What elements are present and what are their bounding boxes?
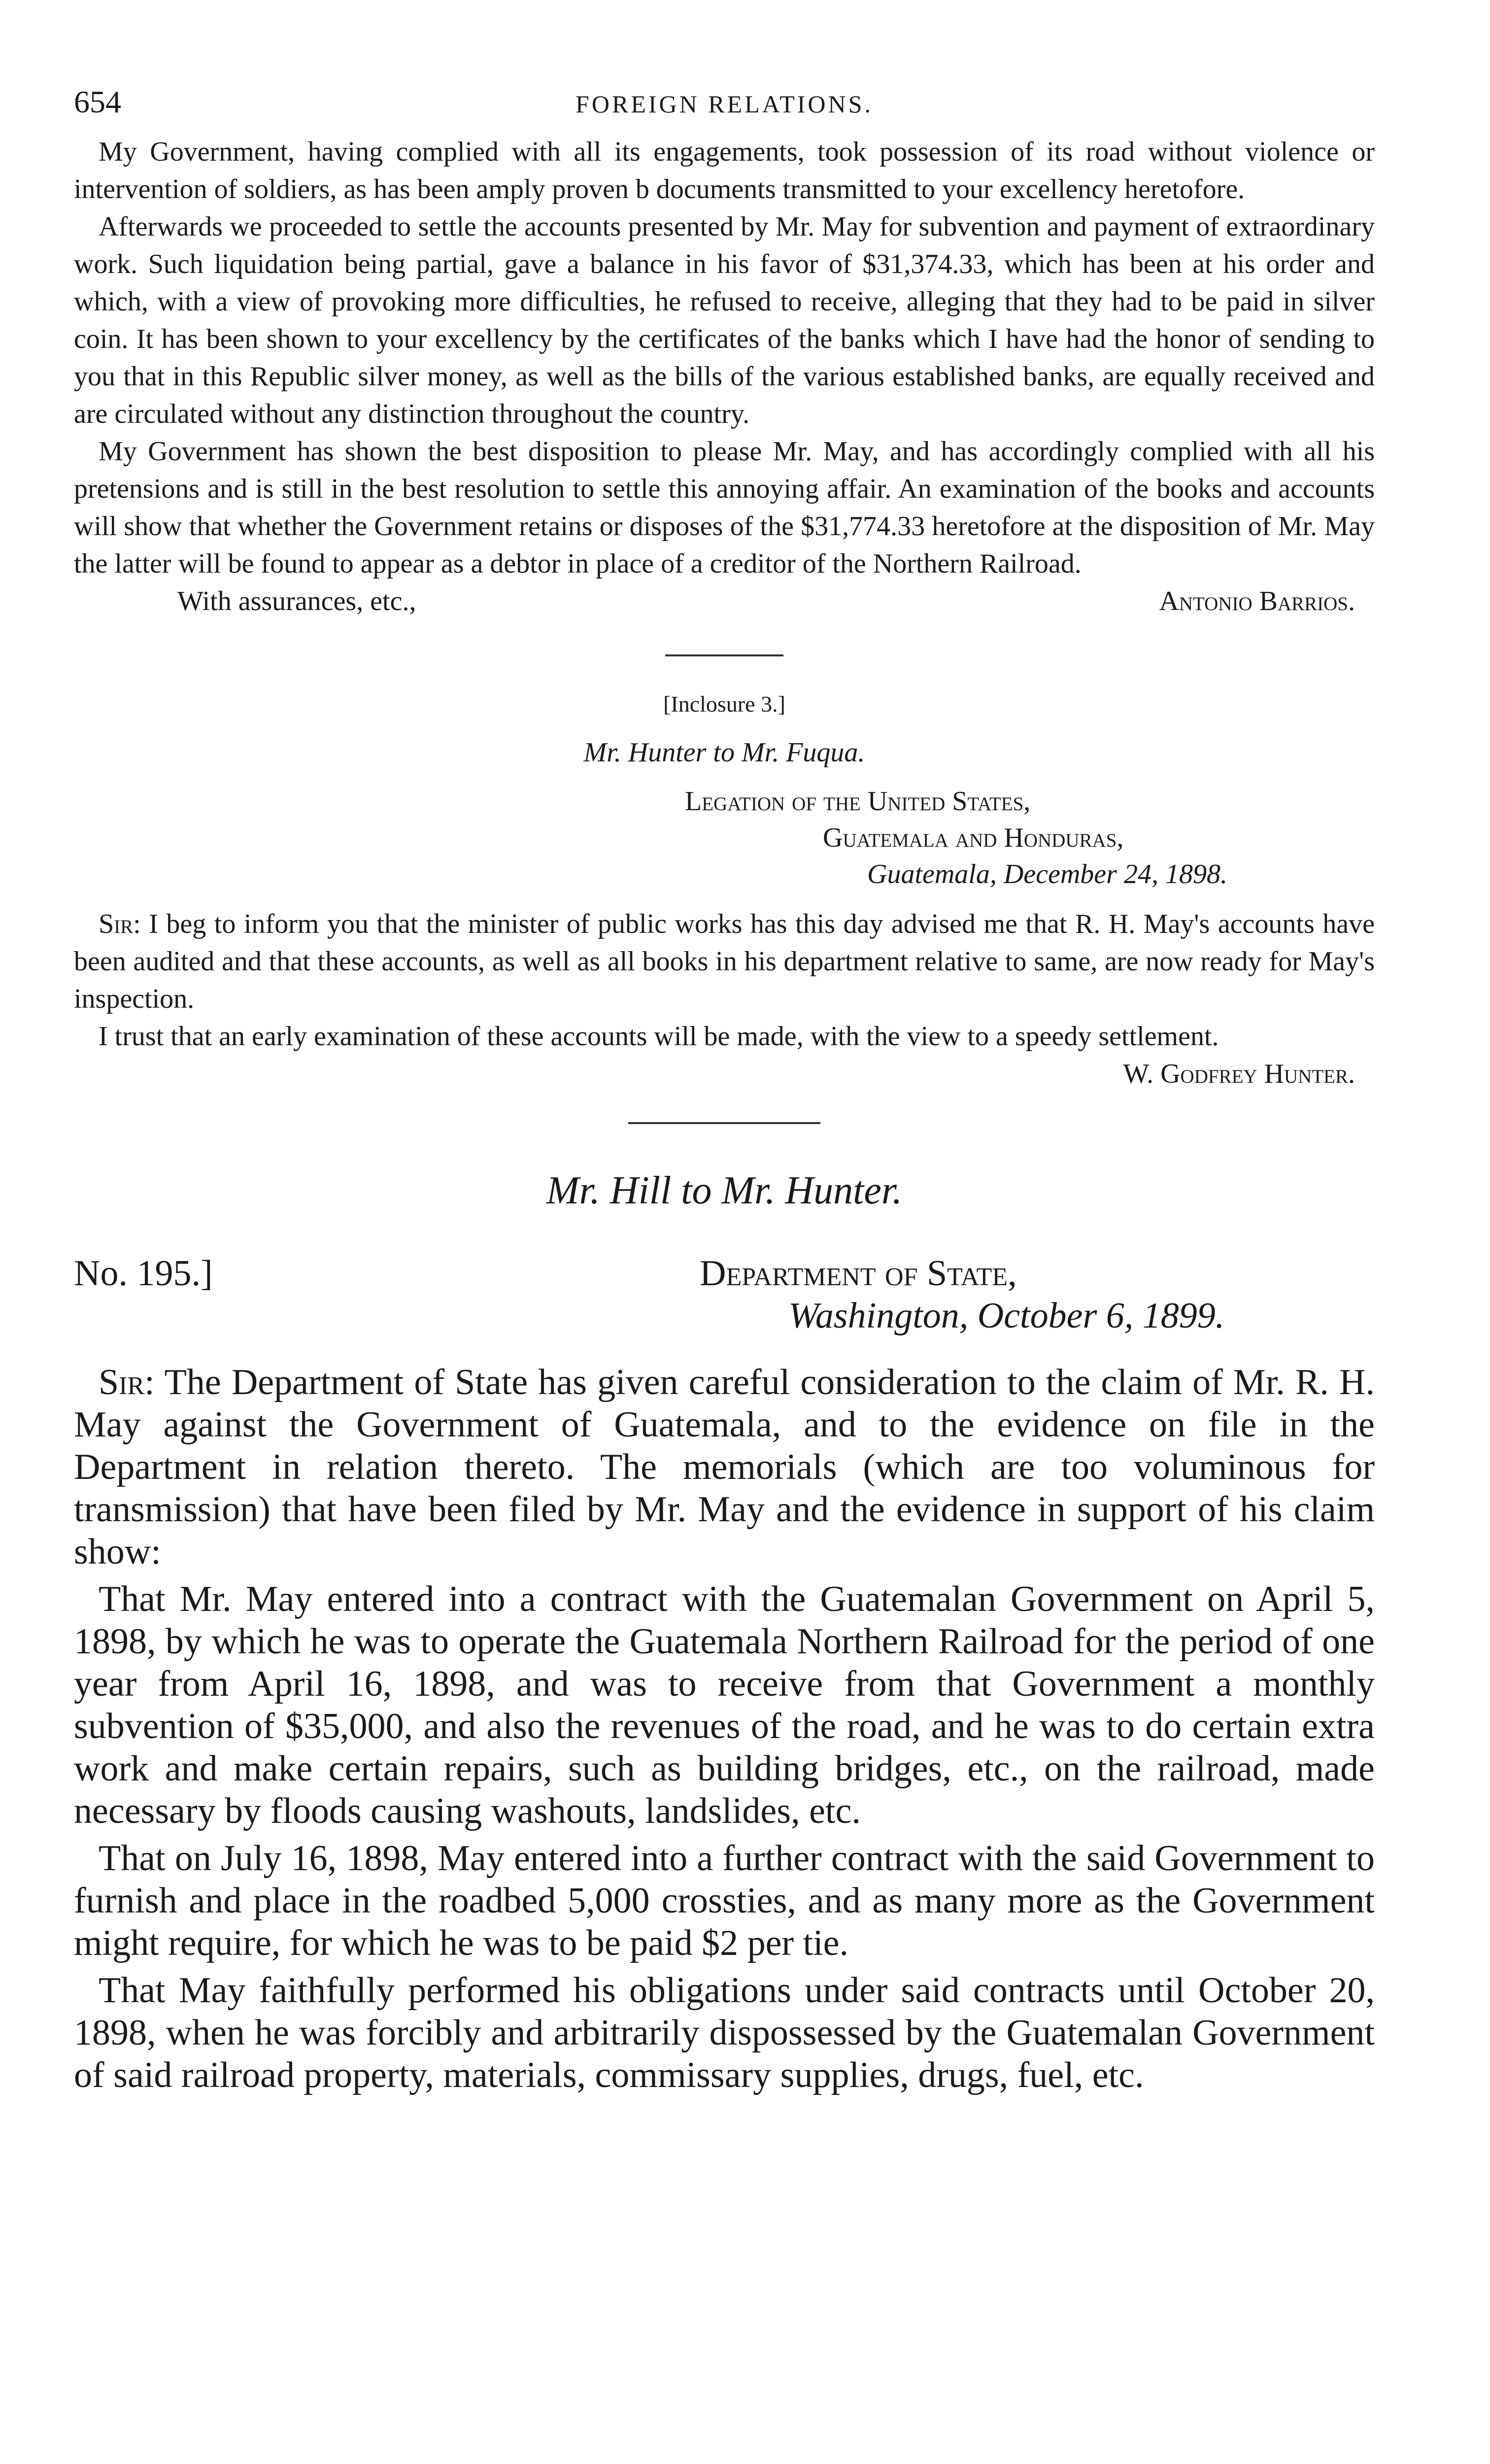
salutation: Sir: — [99, 909, 141, 939]
address-line: Legation of the United States, — [685, 786, 1031, 817]
address-line: Guatemala and Honduras, — [823, 822, 1124, 853]
paragraph: My Government, having complied with all its engagements, took possession of its road without violence or intervention of soldiers, as has been amply proven b documents transmitted to your excellency heretofore. — [74, 137, 1375, 205]
paragraph: That May faithfully performed his obligations under said contracts until October 20, 1898, when he was forcibly and arbitrarily dispossessed by the Guatemalan Government of said railroad property, materials, commissary supplies, drugs, fuel, etc. — [74, 1970, 1375, 2095]
document-page — [74, 79, 1375, 2101]
closing-row — [74, 582, 1375, 620]
letterhead — [74, 1253, 1375, 1346]
section-divider — [628, 1122, 820, 1124]
address-date: Guatemala, December 24, 1898. — [867, 859, 1227, 890]
paragraph: I trust that an early examination of these accounts will be made, with the view to a speedy settlement. — [99, 1021, 1219, 1052]
inclosure-body — [74, 905, 1375, 1093]
page-number: 654 — [74, 84, 121, 119]
inclosure-label: [Inclosure 3.] — [663, 691, 785, 717]
paragraph: Afterwards we proceeded to settle the accounts presented by Mr. May for subvention and payment of extraordinary work. Such liquidation being partial, gave a balance in his favor of $31,374.33, which has been at his order and which, with a view of provoking more difficulties, he refused to receive, alleging that they had to be paid in silver coin. It has been shown to your excellency by the certificates of the banks which I have had the honor of sending to you that in this Republic silver money, as well as the bills of the various established banks, are equally received and are circulated without any distinction throughout the country. — [74, 211, 1375, 429]
inclosure-3 — [74, 691, 1375, 1093]
paragraph: That Mr. May entered into a contract with the Guatemalan Government on April 5, 1898, by which he was to operate the Guatemala Northern Railroad for the period of one year from April 16, 1898, and was to receive from that Government a monthly subvention of $35,000, and also the revenues of the road, and he was to do certain extra work and make certain repairs, such as building bridges, etc., on the railroad, made necessary by floods causing washouts, landslides, etc. — [74, 1579, 1375, 1831]
running-head — [74, 79, 1375, 133]
letter-body — [74, 1361, 1375, 2096]
signature: W. Godfrey Hunter. — [1123, 1059, 1355, 1089]
closing-text: With assurances, etc., — [177, 586, 416, 616]
paragraph: That on July 16, 1898, May entered into a further contract with the said Government to furnish and place in the roadbed 5,000 crossties, and as many more as the Government might require, for which he was to be paid $2 per tie. — [74, 1838, 1375, 1963]
letter-hill — [74, 1168, 1375, 2096]
paragraph — [74, 1361, 1375, 1573]
dispatch-number: No. 195.] — [74, 1253, 213, 1294]
salutation: Sir: — [99, 1362, 155, 1403]
letter-heading: Mr. Hunter to Mr. Fuqua. — [583, 737, 865, 768]
paragraph: My Government has shown the best disposition to please Mr. May, and has accordingly complied with all his pretensions and is still in the best resolution to settle this annoying affair. An examination of the books and accounts will show that whether the Government retains or disposes of the $31,774.33 heretofore at the disposition of Mr. May the latter will be found to appear as a debtor in place of a creditor of the Northern Railroad. — [74, 436, 1375, 579]
signature: Antonio Barrios. — [1159, 586, 1355, 616]
running-title: FOREIGN RELATIONS. — [576, 90, 873, 118]
section-divider — [665, 654, 783, 656]
letter-heading: Mr. Hill to Mr. Hunter. — [546, 1169, 903, 1212]
paragraph-text: The Department of State has given careful consideration to the claim of Mr. R. H. May against the Government of Guatemala, and to the evidence on file in the Department in relation thereto. The memorials (which are too voluminous for transmission) that have been filed by Mr. May and the evidence in support of his claim show: — [74, 1362, 1375, 1572]
department: Department of State, — [700, 1253, 1017, 1294]
paragraph — [74, 905, 1375, 1018]
address-block — [74, 783, 1375, 892]
letter-barrios — [74, 133, 1375, 620]
paragraph-text: I beg to inform you that the minister of public works has this day advised me that R. H. May's accounts have been audited and that these accounts, as well as all books in his department relative to same, are now ready for May's inspection. — [74, 909, 1375, 1014]
place-date: Washington, October 6, 1899. — [788, 1296, 1225, 1336]
